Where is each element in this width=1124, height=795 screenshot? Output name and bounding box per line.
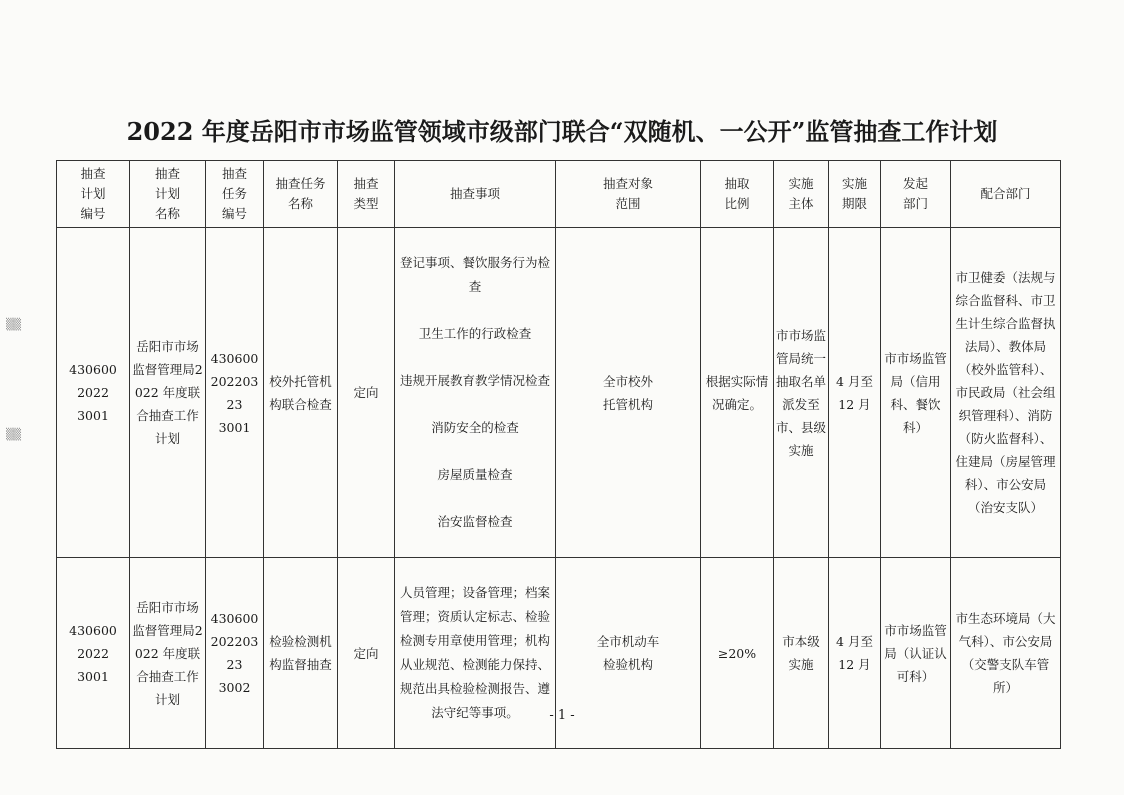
header-implementer: 实施 主体 (774, 161, 829, 228)
cell-initiator: 市市场监管局（信用科、餐饮科） (881, 228, 951, 558)
cell-scope: 全市机动车 检验机构 (556, 558, 701, 749)
header-items: 抽查事项 (395, 161, 556, 228)
cell-plan-name: 岳阳市市场监督管理局2022 年度联合抽查工作计划 (130, 558, 206, 749)
inspection-item: 人员管理；设备管理；档案管理；资质认定标志、检验检测专用章使用管理；机构从业规范、检测能力保持、规范出具检验检测报告、遵法守纪等事项。 (399, 585, 550, 720)
scan-smudge: ▒▒ (6, 428, 19, 441)
page-number: - 1 - (549, 708, 575, 723)
cell-task-name: 检验检测机构监督抽查 (264, 558, 338, 749)
page-title: 2022 年度岳阳市市场监管领域市级部门联合“双随机、一公开”监管抽查工作计划 (126, 117, 998, 146)
header-ratio: 抽取 比例 (701, 161, 774, 228)
table-header-row (57, 161, 1061, 228)
cell-cooperating: 市生态环境局（大气科）、市公安局（交警支队车管所） (951, 558, 1061, 749)
header-task-no: 抽查 任务 编号 (206, 161, 264, 228)
inspection-item: 违规开展教育教学情况检查 (399, 373, 550, 388)
header-type: 抽查 类型 (338, 161, 395, 228)
scan-smudge: ▒▒ (6, 318, 19, 331)
cell-implementer: 市本级 实施 (774, 558, 829, 749)
cell-plan-name: 岳阳市市场监督管理局2022 年度联合抽查工作计划 (130, 228, 206, 558)
cell-scope: 全市校外 托管机构 (556, 228, 701, 558)
cell-ratio: 根据实际情况确定。 (701, 228, 774, 558)
cell-cooperating: 市卫健委（法规与综合监督科、市卫生计生综合监督执法局）、教体局（校外监管科）、市民政局（社会组织管理科）、消防（防火监督科）、住建局（房屋管理科）、市公安局（治安支队） (951, 228, 1061, 558)
cell-type: 定向 (338, 558, 395, 749)
inspection-item: 治安监督检查 (437, 514, 513, 529)
inspection-plan-table (56, 160, 1061, 749)
cell-task-name: 校外托管机构联合检查 (264, 228, 338, 558)
cell-items (395, 228, 556, 558)
cell-plan-no: 430600 2022 3001 (57, 228, 130, 558)
cell-task-no: 430600 20220323 3001 (206, 228, 264, 558)
inspection-item: 卫生工作的行政检查 (418, 326, 532, 341)
inspection-item: 登记事项、餐饮服务行为检查 (399, 255, 550, 294)
cell-implementer: 市市场监管局统一抽取名单派发至市、县级实施 (774, 228, 829, 558)
header-plan-no: 抽查 计划 编号 (57, 161, 130, 228)
cell-period: 4 月至 12 月 (829, 558, 881, 749)
table-row (57, 228, 1061, 558)
cell-initiator: 市市场监管局（认证认可科） (881, 558, 951, 749)
header-cooperating: 配合部门 (951, 161, 1061, 228)
header-period: 实施 期限 (829, 161, 881, 228)
cell-ratio: ≥20% (701, 558, 774, 749)
header-plan-name: 抽查 计划 名称 (130, 161, 206, 228)
inspection-item: 房屋质量检查 (437, 467, 513, 482)
header-initiator: 发起 部门 (881, 161, 951, 228)
cell-plan-no: 430600 2022 3001 (57, 558, 130, 749)
cell-task-no: 430600 20220323 3002 (206, 558, 264, 749)
inspection-item: 消防安全的检查 (431, 420, 519, 435)
cell-period: 4 月至 12 月 (829, 228, 881, 558)
cell-type: 定向 (338, 228, 395, 558)
header-scope: 抽查对象 范围 (556, 161, 701, 228)
header-task-name: 抽查任务 名称 (264, 161, 338, 228)
